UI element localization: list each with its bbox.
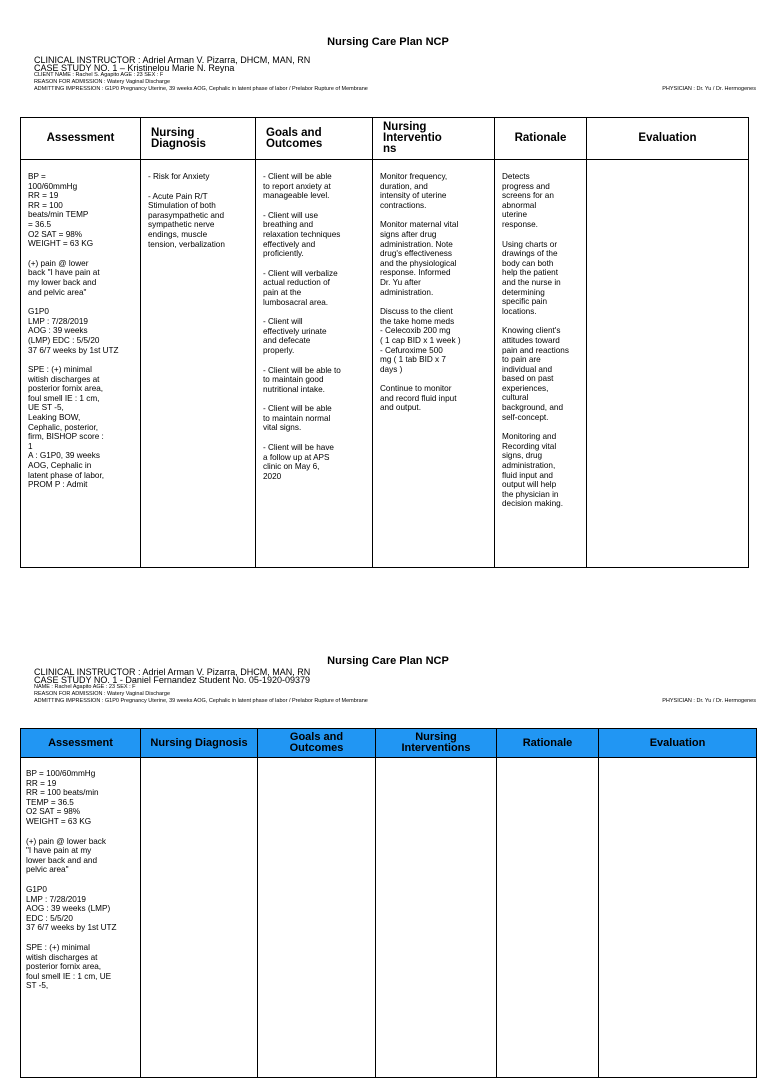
rationale-cell <box>495 160 587 568</box>
clinical-instructor: CLINICAL INSTRUCTOR : Adriel Arman V. Pizarra, DHCM, MAN, RN <box>34 667 311 677</box>
cell-line: RR = 100 beats/min <box>26 788 99 798</box>
cell-paragraph <box>263 211 372 259</box>
goals-outcomes-cell <box>258 758 376 1078</box>
cell-line: beats/min TEMP <box>28 210 89 220</box>
header-rationale: Rationale <box>497 729 599 758</box>
cell-line: A : G1P0, 39 weeks <box>28 451 100 461</box>
cell-line: effectively and <box>263 239 316 249</box>
cell-line: lumbosacral area. <box>263 297 329 307</box>
cell-line: witish discharges at <box>28 374 100 384</box>
cell-line: posterior fornix area, <box>26 962 102 972</box>
cell-line: administration. <box>380 287 434 297</box>
header-nursing-diagnosis: Nursing Diagnosis <box>141 118 256 160</box>
patient-info <box>34 56 756 93</box>
cell-line: BP = <box>28 172 46 181</box>
evaluation-cell <box>587 160 749 568</box>
cell-paragraph <box>502 240 586 317</box>
cell-line: Discuss to the client <box>380 307 453 317</box>
cell-paragraph <box>263 269 372 307</box>
cell-line: 2020 <box>263 471 282 481</box>
cell-line: proficiently. <box>263 249 304 259</box>
header-evaluation: Evaluation <box>599 729 757 758</box>
cell-line: - Client will be have <box>263 443 334 453</box>
cell-line: lower back and and <box>26 855 98 865</box>
cell-line: = 36.5 <box>28 219 51 229</box>
cell-line: back "I have pain at <box>28 268 100 278</box>
cell-line: attitudes toward <box>502 335 560 345</box>
cell-paragraph <box>28 365 140 490</box>
cell-paragraph <box>148 172 255 182</box>
cell-line: - Client will be able <box>263 172 332 181</box>
cell-line: and pelvic area" <box>28 287 87 297</box>
cell-line: EDC : 5/5/20 <box>26 913 73 923</box>
cell-line: pain at the <box>263 287 302 297</box>
cell-line: drug's effectiveness <box>380 249 452 259</box>
cell-line: endings, muscle <box>148 229 208 239</box>
cell-line: Detects <box>502 172 530 181</box>
cell-paragraph <box>502 326 586 422</box>
cell-line: Continue to monitor <box>380 384 452 394</box>
cell-line: and record fluid input <box>380 393 457 403</box>
cell-line: properly. <box>263 345 295 355</box>
cell-line: G1P0 <box>26 884 47 894</box>
cell-line: ( 1 cap BID x 1 week ) <box>380 335 461 345</box>
cell-line: cultural <box>502 393 529 403</box>
cell-line: SPE : (+) minimal <box>26 942 90 952</box>
cell-paragraph <box>502 432 586 509</box>
cell-line: Dr. Yu after <box>380 277 421 287</box>
header-goals-outcomes: Goals and Outcomes <box>256 118 373 160</box>
cell-line: UE ST -5, <box>28 403 64 413</box>
header-nursing-diagnosis: Nursing Diagnosis <box>141 729 258 758</box>
cell-line: 37 6/7 weeks by 1st UTZ <box>26 923 117 933</box>
cell-line: screens for an <box>502 191 554 201</box>
assessment-cell <box>21 758 141 1078</box>
cell-line: AOG : 39 weeks (LMP) <box>26 904 111 914</box>
care-plan-table <box>20 117 749 568</box>
cell-line: G1P0 <box>28 307 49 317</box>
cell-paragraph <box>28 259 140 297</box>
cell-line: relaxation techniques <box>263 229 341 239</box>
cell-paragraph <box>148 192 255 250</box>
cell-line: foul smell IE : 1 cm, <box>28 393 100 403</box>
cell-line: latent phase of labor, <box>28 470 105 480</box>
cell-line: the physician in <box>502 489 559 499</box>
header-evaluation: Evaluation <box>587 118 749 160</box>
cell-line: intensity of uterine <box>380 191 447 201</box>
cell-line: to pain are <box>502 355 541 365</box>
cell-line: response. <box>502 219 538 229</box>
cell-line: witish discharges at <box>26 952 98 962</box>
cell-line: manageable level. <box>263 191 330 201</box>
cell-paragraph <box>380 384 494 413</box>
cell-line: - Client will be able to <box>263 365 341 375</box>
cell-line: SPE : (+) minimal <box>28 365 92 375</box>
cell-line: and the physiological <box>380 258 457 268</box>
cell-line: to report anxiety at <box>263 181 331 191</box>
cell-line: help the patient <box>502 268 558 278</box>
cell-line: - Client will use <box>263 210 319 220</box>
cell-line: effectively urinate <box>263 326 327 336</box>
cell-paragraph <box>380 220 494 297</box>
cell-paragraph <box>380 307 494 374</box>
cell-line: tension, verbalization <box>148 239 225 249</box>
header-goals-outcomes: Goals and Outcomes <box>258 729 376 758</box>
cell-line: nutritional intake. <box>263 384 325 394</box>
cell-paragraph <box>26 769 140 827</box>
cell-line: to maintain normal <box>263 413 331 423</box>
page-title: Nursing Care Plan NCP <box>327 655 449 667</box>
reason-for-admission: REASON FOR ADMISSION : Watery Vaginal Discharge <box>34 691 171 697</box>
cell-line: - Client will verbalize <box>263 268 338 278</box>
ncp-page-1 <box>20 36 756 509</box>
cell-line: - Risk for Anxiety <box>148 172 210 181</box>
assessment-cell <box>21 160 141 568</box>
nursing-diagnosis-cell <box>141 758 258 1078</box>
cell-line: (LMP) EDC : 5/5/20 <box>28 335 100 345</box>
cell-paragraph <box>26 943 140 991</box>
cell-line: self-concept. <box>502 412 549 422</box>
cell-line: drawings of the <box>502 249 558 259</box>
cell-line: Stimulation of both <box>148 201 216 211</box>
cell-line: contractions. <box>380 200 427 210</box>
cell-line: response. Informed <box>380 268 451 278</box>
cell-line: - Cefuroxime 500 <box>380 345 443 355</box>
cell-line: body can both <box>502 258 554 268</box>
cell-paragraph <box>26 885 140 933</box>
header-nursing-interventions: Nursing Interventio ns <box>373 118 495 160</box>
cell-paragraph <box>263 172 372 201</box>
cell-line: foul smell IE : 1 cm, UE <box>26 971 112 981</box>
cell-line: BP = 100/60mmHg <box>26 769 96 778</box>
nursing-interventions-cell <box>376 758 497 1078</box>
cell-paragraph <box>263 366 372 395</box>
cell-line: fluid input and <box>502 470 553 480</box>
cell-line: posterior fornix area, <box>28 384 104 394</box>
patient-info <box>34 668 756 705</box>
cell-line: signs, drug <box>502 451 543 461</box>
cell-line: - Celecoxib 200 mg <box>380 326 451 336</box>
cell-line: RR = 19 <box>28 191 59 201</box>
physician: PHYSICIAN : Dr. Yu / Dr. Hermogenes <box>662 86 756 92</box>
admitting-impression: ADMITTING IMPRESSION : G1P0 Pregnancy Uterine, 39 weeks AOG, Cephalic in latent phase of labor / Prelabor Rupture of Membrane <box>34 698 368 704</box>
cell-line: AOG, Cephalic in <box>28 461 92 471</box>
cell-line: Monitor frequency, <box>380 172 448 181</box>
admitting-impression-row <box>34 86 756 93</box>
cell-line: individual and <box>502 364 553 374</box>
ncp-page-2 <box>20 655 756 991</box>
cell-line: O2 SAT = 98% <box>28 229 83 239</box>
evaluation-cell <box>599 758 757 1078</box>
rationale-cell <box>497 758 599 1078</box>
cell-paragraph <box>28 172 140 249</box>
cell-line: based on past <box>502 374 554 384</box>
cell-paragraph <box>263 443 372 481</box>
cell-line: specific pain <box>502 297 548 307</box>
cell-line: - Acute Pain R/T <box>148 191 208 201</box>
cell-line: 1 <box>28 441 33 451</box>
cell-line: my lower back and <box>28 277 97 287</box>
cell-line: signs after drug <box>380 229 437 239</box>
cell-line: progress and <box>502 181 550 191</box>
cell-line: locations. <box>502 306 537 316</box>
cell-line: AOG : 39 weeks <box>28 326 88 336</box>
cell-line: - Client will be able <box>263 404 332 414</box>
cell-line: background, and <box>502 403 563 413</box>
cell-line: LMP : 7/28/2019 <box>28 316 88 326</box>
header-nursing-interventions: Nursing Interventions <box>376 729 497 758</box>
case-study: CASE STUDY NO. 1 – Kristinelou Marie N. Reyna <box>34 63 235 73</box>
cell-line: administration. Note <box>380 239 453 249</box>
header-rationale: Rationale <box>495 118 587 160</box>
page-title: Nursing Care Plan NCP <box>327 36 449 48</box>
header-assessment: Assessment <box>21 729 141 758</box>
cell-line: PROM P : Admit <box>28 480 88 490</box>
cell-paragraph <box>26 837 140 875</box>
cell-paragraph <box>263 317 372 355</box>
cell-line: uterine <box>502 210 528 220</box>
cell-line: Monitor maternal vital <box>380 220 459 230</box>
physician: PHYSICIAN : Dr. Yu / Dr. Hermogenes <box>662 698 756 704</box>
cell-line: O2 SAT = 98% <box>26 807 81 817</box>
cell-line: "I have pain at my <box>26 846 92 856</box>
cell-line: TEMP = 36.5 <box>26 797 74 807</box>
case-study: CASE STUDY NO. 1 - Daniel Fernandez Student No. 05-1920-09379 <box>34 675 310 685</box>
client-name-line: NAME : Rachel Agapito AGE : 23 SEX : F <box>34 684 136 690</box>
cell-line: RR = 100 <box>28 200 63 210</box>
cell-line: 100/60mmHg <box>28 181 78 191</box>
cell-line: the take home meds <box>380 316 455 326</box>
nursing-interventions-cell <box>373 160 495 568</box>
nursing-diagnosis-cell <box>141 160 256 568</box>
cell-line: ST -5, <box>26 981 49 991</box>
cell-line: 37 6/7 weeks by 1st UTZ <box>28 345 119 355</box>
cell-line: decision making. <box>502 499 563 509</box>
cell-line: breathing and <box>263 220 314 230</box>
cell-line: experiences, <box>502 383 549 393</box>
cell-line: abnormal <box>502 200 537 210</box>
cell-line: and output. <box>380 403 421 413</box>
cell-line: Cephalic, posterior, <box>28 422 99 432</box>
cell-line: days ) <box>380 364 403 374</box>
cell-paragraph <box>263 404 372 433</box>
cell-line: a follow up at APS <box>263 452 330 462</box>
cell-paragraph <box>28 307 140 355</box>
cell-line: output will help <box>502 480 557 490</box>
cell-line: pelvic area" <box>26 865 69 875</box>
cell-line: clinic on May 6, <box>263 462 320 472</box>
cell-line: (+) pain @ lower <box>28 258 89 268</box>
cell-line: determining <box>502 287 545 297</box>
cell-line: LMP : 7/28/2019 <box>26 894 86 904</box>
reason-for-admission: REASON FOR ADMISSION : Watery Vaginal Discharge <box>34 79 171 85</box>
cell-line: WEIGHT = 63 KG <box>28 239 94 249</box>
cell-line: mg ( 1 tab BID x 7 <box>380 355 446 365</box>
cell-paragraph <box>380 172 494 210</box>
cell-line: RR = 19 <box>26 778 57 788</box>
care-plan-table <box>20 728 757 1078</box>
cell-line: Leaking BOW, <box>28 413 81 423</box>
cell-line: firm, BISHOP score : <box>28 432 104 442</box>
cell-line: to maintain good <box>263 375 324 385</box>
cell-line: (+) pain @ lower back <box>26 836 106 846</box>
goals-outcomes-cell <box>256 160 373 568</box>
cell-line: WEIGHT = 63 KG <box>26 816 92 826</box>
cell-line: sympathetic nerve <box>148 220 215 230</box>
cell-line: duration, and <box>380 181 428 191</box>
header-assessment: Assessment <box>21 118 141 160</box>
cell-line: parasympathetic and <box>148 210 225 220</box>
cell-line: Using charts or <box>502 239 558 249</box>
cell-line: Recording vital <box>502 441 557 451</box>
cell-line: administration, <box>502 461 556 471</box>
cell-line: and the nurse in <box>502 277 561 287</box>
cell-line: Knowing client's <box>502 326 561 336</box>
cell-line: Monitoring and <box>502 432 557 442</box>
cell-line: actual reduction of <box>263 278 330 288</box>
clinical-instructor: CLINICAL INSTRUCTOR : Adriel Arman V. Pizarra, DHCM, MAN, RN <box>34 55 311 65</box>
admitting-impression: ADMITTING IMPRESSION : G1P0 Pregnancy Uterine, 39 weeks AOG, Cephalic in latent phase of labor / Prelabor Rupture of Membrane <box>34 86 368 92</box>
cell-line: and defecate <box>263 336 311 346</box>
cell-line: pain and reactions <box>502 345 569 355</box>
admitting-impression-row <box>34 698 756 705</box>
client-name-line: CLIENT NAME : Rachel S. Agapito AGE : 23 SEX : F <box>34 72 164 78</box>
cell-line: - Client will <box>263 317 303 327</box>
cell-line: vital signs. <box>263 423 302 433</box>
cell-paragraph <box>502 172 586 230</box>
